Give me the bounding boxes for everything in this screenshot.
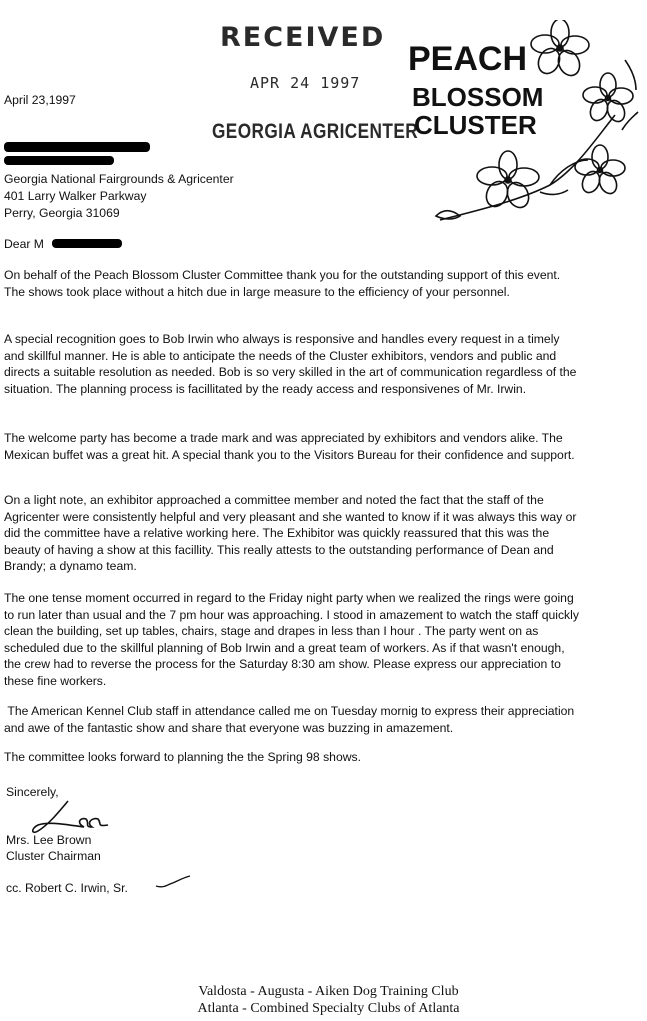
- redacted-recipient-name: [4, 142, 150, 152]
- body-paragraph: The American Kennel Club staff in attendance called me on Tuesday mornig to express their appreciation and awe of the fantastic show and share that everyone was buzzing in amazement.: [4, 704, 578, 735]
- redacted-recipient-title: [4, 156, 114, 165]
- body-paragraph: The committee looks forward to planning the the Spring 98 shows.: [4, 750, 362, 764]
- recipient-organization: Georgia National Fairgrounds & Agricenter: [4, 172, 234, 186]
- cc-line: cc. Robert C. Irwin, Sr.: [6, 881, 128, 895]
- blossom-flower-icon: [531, 20, 589, 79]
- closing: Sincerely,: [6, 785, 59, 799]
- body-paragraph: The one tense moment occurred in regard to the Friday night party when we realized the rings were going to run later than usual and the 7 pm hour was approaching. I stood in amazement to watch the staff quickly clean the building, set up tables, chairs, stage and drapes in less than I hour . The party went on as scheduled due to the skillful planning of Bob Irwin and a great team of workers. As if that wasn't enough, the crew had to reverse the process for the Saturday 8:30 am show. Please express our appreciation to these fine workers.: [4, 591, 579, 688]
- peach-blossom-cluster-logo: [400, 20, 640, 225]
- body-paragraph: The welcome party has become a trade mark and was appreciated by exhibitors and vendors alike. The Mexican buffet was a great hit. A special thank you to the Visitors Bureau for their confidence and support.: [4, 431, 575, 462]
- body-paragraph: On a light note, an exhibitor approached a committee member and noted the fact that the staff of the Agricenter were consistently helpful and very pleasant and she wanted to know if it was always this way or did the committee have a relative working here. The Exhibitor was quickly reassured that this was the beauty of having a show at this facillity. This really attests to the outstanding performance of Dean and Brandy; a dynamo team.: [4, 493, 577, 573]
- signer-title: Cluster Chairman: [6, 849, 101, 863]
- body-paragraph: A special recognition goes to Bob Irwin who always is responsive and handles every request in a timely and skillful manner. He is able to anticipate the needs of the Cluster exhibitors, vendors and public and directs a suitable resolution as needed. Bob is so very skilled in the art of communication regardless of the situation. The planning process is facillitated by the ready access and responsivenes of Mr. Irwin.: [4, 332, 577, 396]
- footer-clubs: [0, 983, 647, 1017]
- recipient-city: Perry, Georgia 31069: [4, 206, 120, 220]
- blossom-flower-icon: [583, 73, 633, 124]
- logo-line-blossom: BLOSSOM: [412, 82, 544, 112]
- received-stamp-date: APR 24 1997: [250, 74, 361, 92]
- blossom-flower-icon: [575, 145, 625, 196]
- logo-line-cluster: CLUSTER: [414, 110, 537, 140]
- body-paragraph: On behalf of the Peach Blossom Cluster Committee thank you for the outstanding support of this event. The shows took place without a hitch due in large measure to the efficiency of your personnel.: [4, 268, 561, 299]
- letter-date: April 23,1997: [4, 93, 76, 107]
- recipient-address: [4, 171, 234, 222]
- salutation: [4, 236, 44, 253]
- received-stamp-place: GEORGIA AGRICENTER: [212, 120, 419, 143]
- footer-line-1: Valdosta - Augusta - Aiken Dog Training Club: [198, 984, 459, 999]
- footer-line-2: Atlanta - Combined Specialty Clubs of Atlanta: [197, 1001, 460, 1016]
- salutation-prefix: Dear M: [4, 237, 44, 251]
- signer-name: Mrs. Lee Brown: [6, 833, 92, 847]
- recipient-street: 401 Larry Walker Parkway: [4, 189, 147, 203]
- checkmark-icon: [154, 874, 192, 890]
- redacted-salutation-name: [52, 239, 122, 248]
- logo-line-peach: PEACH: [408, 40, 528, 78]
- received-stamp-title: RECEIVED: [220, 22, 386, 53]
